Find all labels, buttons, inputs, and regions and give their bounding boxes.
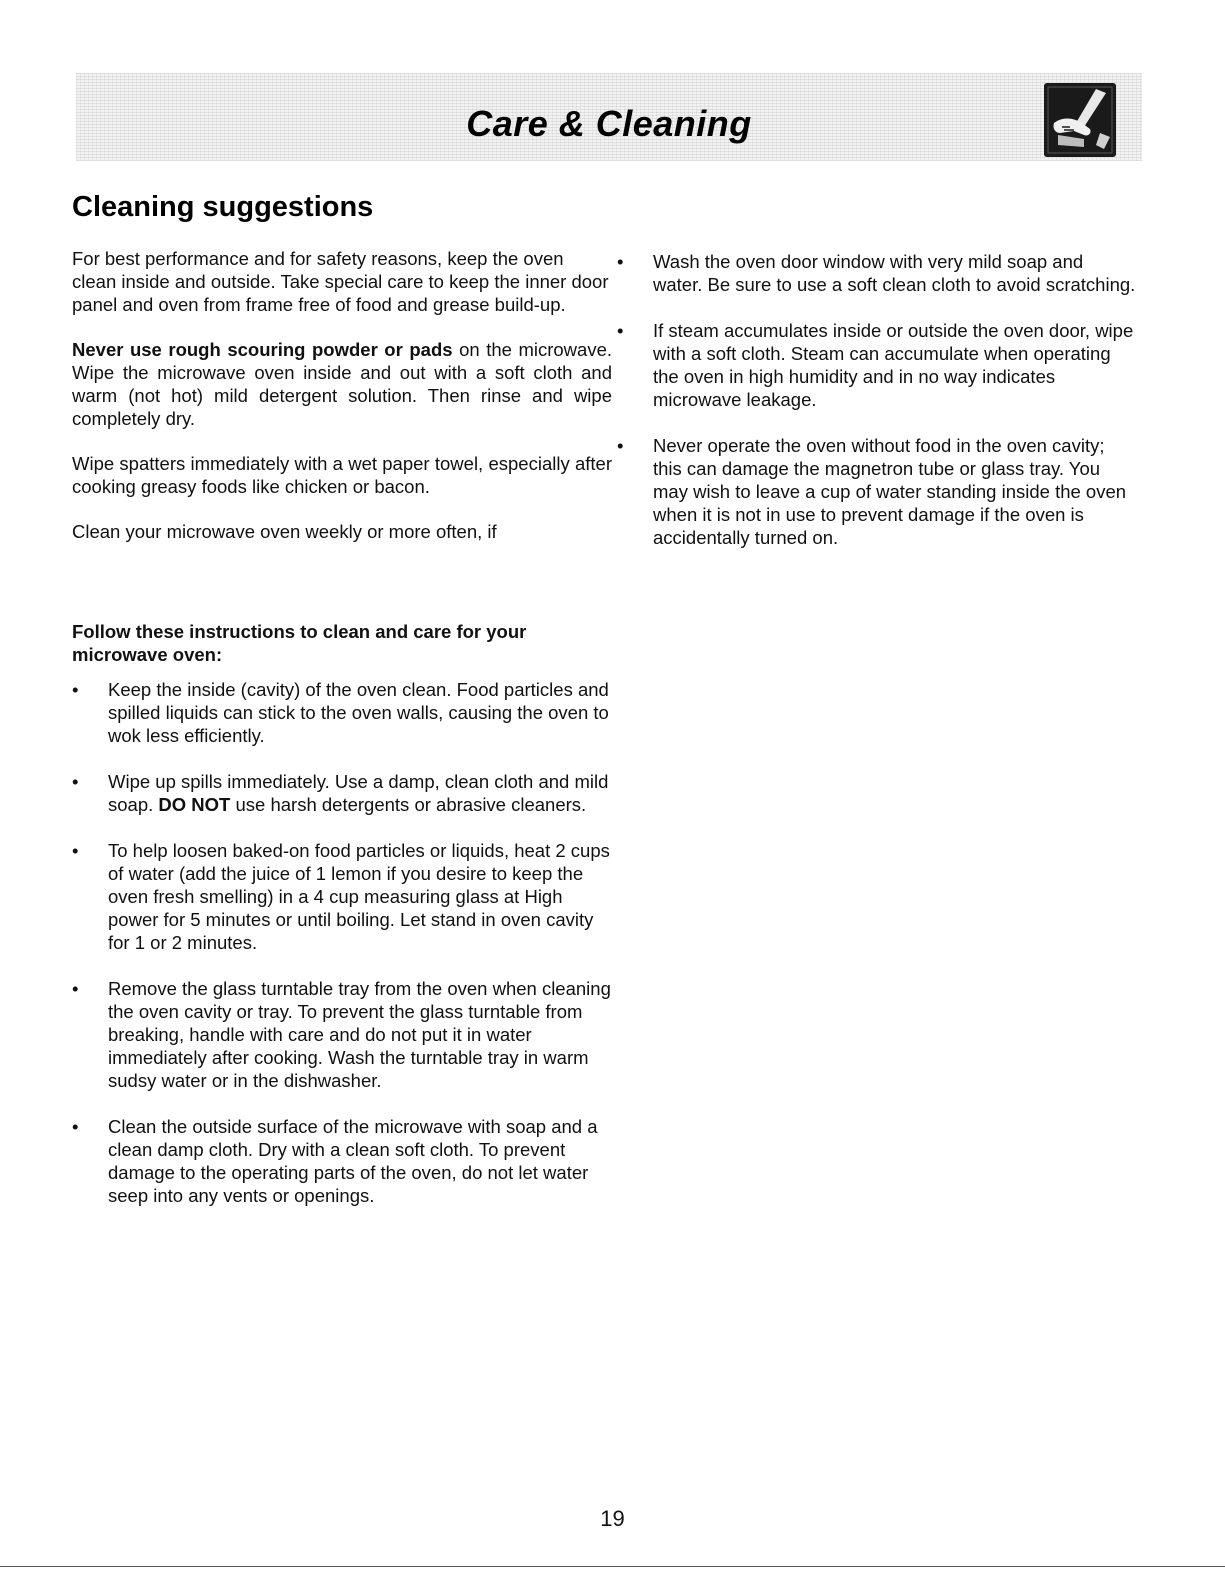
list-item (617, 434, 1137, 549)
scouring-warning-bold: Never use rough scouring powder or pads (72, 339, 453, 360)
list-item-text: If steam accumulates inside or outside the oven door, wipe with a soft cloth. Steam can accumulate when operating the oven in high humidity and in no way indicates microwave leakage. (653, 320, 1134, 410)
list-item (72, 1115, 612, 1207)
bullet-icon: • (72, 840, 79, 861)
list-item (72, 977, 612, 1092)
scouring-warning-paragraph (72, 338, 612, 430)
bullet-icon: • (72, 1116, 79, 1137)
list-item (72, 678, 612, 747)
cleaning-hand-icon (1044, 83, 1116, 157)
section-title: Cleaning suggestions (72, 191, 374, 223)
intro-paragraph: For best performance and for safety reasons, keep the oven clean inside and outside. Take special care to keep the inner door panel and oven from frame free of food and grease build-up. (72, 248, 609, 315)
spatters-paragraph: Wipe spatters immediately with a wet paper towel, especially after cooking greasy foods like chicken or bacon. (72, 453, 612, 497)
left-column (72, 247, 612, 543)
weekly-clean-paragraph: Clean your microwave oven weekly or more often, if (72, 521, 497, 542)
list-item (72, 770, 612, 816)
bullet-icon: • (72, 978, 79, 999)
bullet-icon: • (617, 320, 624, 341)
bullet-icon: • (617, 251, 624, 272)
scouring-warning-text: on the microwave. Wipe the microwave oven inside and out with a soft cloth and warm (not hot) mild detergent solution. Then rinse and wipe completely dry. (72, 339, 612, 429)
instructions-list (72, 678, 612, 1230)
list-item-text: To help loosen baked-on food particles or liquids, heat 2 cups of water (add the juice of 1 lemon if you desire to keep the oven fresh smelling) in a 4 cup measuring glass at High power for 5 minutes or until boiling. Let stand in oven cavity for 1 or 2 minutes. (108, 840, 610, 953)
list-item-text: Wash the oven door window with very mild soap and water. Be sure to use a soft clean cloth to avoid scratching. (653, 251, 1136, 295)
bullet-icon: • (72, 679, 79, 700)
header-banner (76, 73, 1142, 161)
bottom-rule (0, 1566, 1225, 1567)
list-item-text: Never operate the oven without food in the oven cavity; this can damage the magnetron tube or glass tray. You may wish to leave a cup of water standing inside the oven when it is not in use to prevent damage if the oven is accidentally turned on. (653, 435, 1127, 548)
list-item (72, 839, 612, 954)
list-item (617, 319, 1137, 411)
list-item-text: Remove the glass turntable tray from the oven when cleaning the oven cavity or tray. To prevent the glass turntable from breaking, handle with care and do not put it in water immediately after cooking. Wash the turntable tray in warm sudsy water or in the dishwasher. (108, 978, 611, 1091)
do-not-bold: DO NOT (158, 794, 231, 815)
list-item-text: Keep the inside (cavity) of the oven clean. Food particles and spilled liquids can stick to the oven walls, causing the oven to wok less efficiently. (108, 679, 609, 746)
list-item-text: Wipe up spills immediately. Use a damp, clean cloth and mild soap. (108, 771, 609, 815)
instructions-heading: Follow these instructions to clean and care for your microwave oven: (72, 621, 527, 665)
page-number: 19 (600, 1506, 625, 1531)
bullet-icon: • (617, 435, 624, 456)
page-header-title: Care & Cleaning (466, 103, 752, 144)
list-item (617, 250, 1137, 296)
list-item-text: Clean the outside surface of the microwave with soap and a clean damp cloth. Dry with a clean soft cloth. To prevent damage to the operating parts of the oven, do not let water seep into any vents or openings. (108, 1116, 598, 1206)
bullet-icon: • (72, 771, 79, 792)
list-item-text-continued: use harsh detergents or abrasive cleaners. (230, 794, 587, 815)
right-column (617, 250, 1137, 572)
right-bullet-list (617, 250, 1137, 549)
